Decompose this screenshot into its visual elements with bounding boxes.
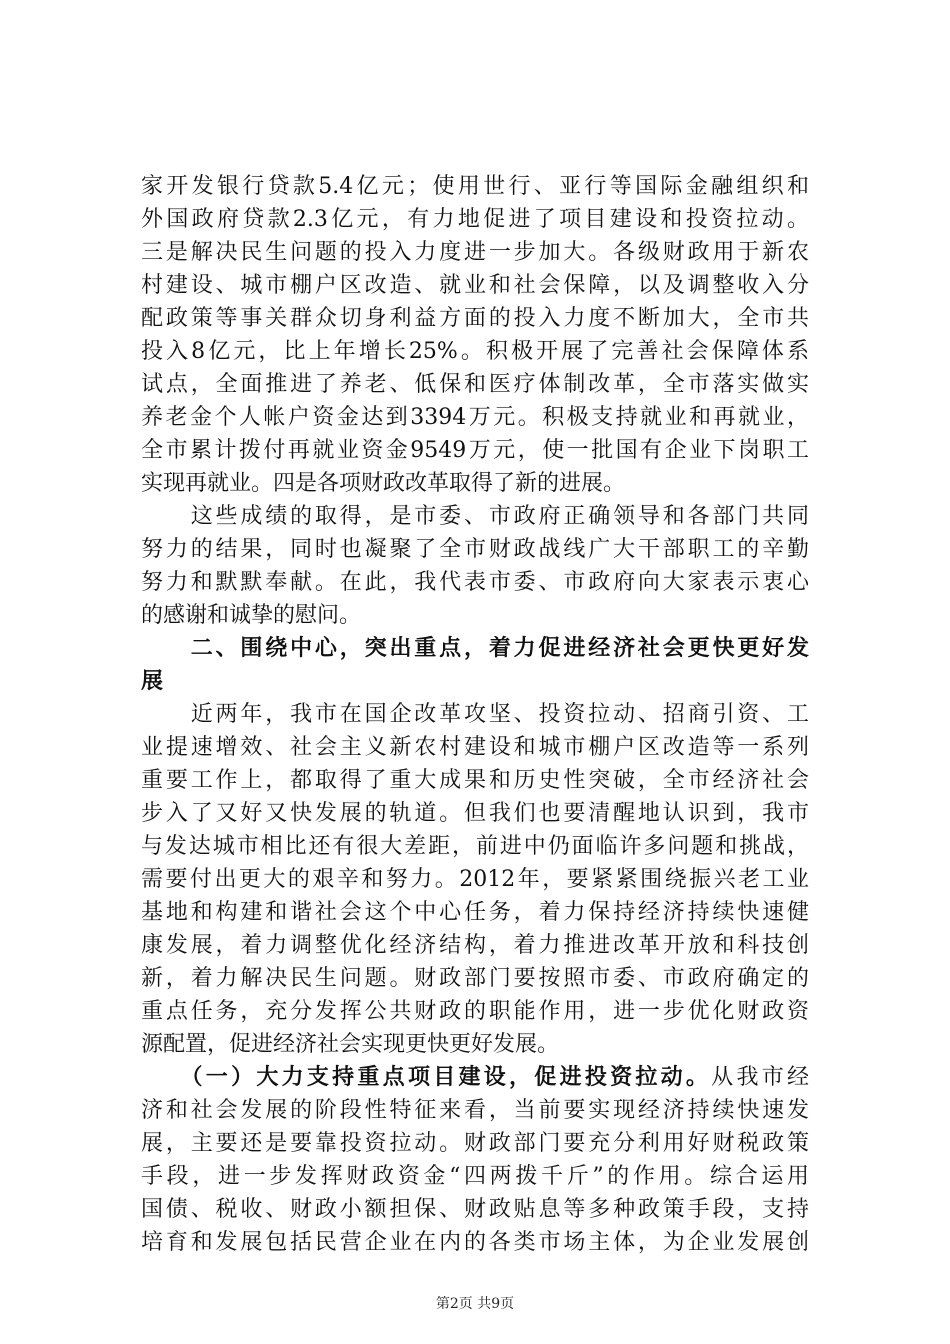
- text-line: 实现再就业。四是各项财政改革取得了新的进展。: [141, 471, 626, 496]
- text-line: 源配置，促进经济社会实现更快更好发展。: [141, 1032, 560, 1057]
- section-heading-line: 展: [141, 669, 164, 694]
- text-line: 展，主要还是要靠投资拉动。财政部门要充分利用好财税政策: [141, 1131, 809, 1156]
- section-heading-line: 二、围绕中心，突出重点，着力促进经济社会更快更好发: [141, 636, 809, 661]
- text-line: 需要付出更大的艰辛和努力。2012年，要紧紧围绕振兴老工业: [141, 867, 809, 892]
- text-line: 三是解决民生问题的投入力度进一步加大。各级财政用于新农: [141, 240, 809, 265]
- tail-text-block: [141, 1094, 809, 1259]
- text-line: 村建设、城市棚户区改造、就业和社会保障，以及调整收入分: [141, 273, 809, 298]
- text-line: 新，着力解决民生问题。财政部门要按照市委、市政府确定的: [141, 966, 809, 991]
- text-line: 外国政府贷款2.3亿元，有力地促进了项目建设和投资拉动。: [141, 207, 809, 232]
- subsection-line: [141, 1061, 809, 1094]
- text-line: 步入了又好又快发展的轨道。但我们也要清醒地认识到，我市: [141, 801, 809, 826]
- text-line: 与发达城市相比还有很大差距，前进中仍面临许多问题和挑战，: [141, 834, 809, 859]
- text-line: 全市累计拨付再就业资金9549万元，使一批国有企业下岗职工: [141, 438, 809, 463]
- text-line: 配政策等事关群众切身利益方面的投入力度不断加大，全市共: [141, 306, 809, 331]
- page-footer: [0, 1294, 950, 1314]
- text-line: 重要工作上，都取得了重大成果和历史性突破，全市经济社会: [141, 768, 809, 793]
- subsection-heading: （一）大力支持重点项目建设，促进投资拉动。: [141, 1065, 712, 1090]
- document-body: [141, 170, 809, 1259]
- text-line: 国债、税收、财政小额担保、财政贴息等多种政策手段，支持: [141, 1197, 809, 1222]
- text-line: 业提速增效、社会主义新农村建设和城市棚户区改造等一系列: [141, 735, 809, 760]
- text-line: 重点任务，充分发挥公共财政的职能作用，进一步优化财政资: [141, 999, 809, 1024]
- text-line: 济和社会发展的阶段性特征来看，当前要实现经济持续快速发: [141, 1098, 809, 1123]
- subsection-continuation: 从我市经: [711, 1065, 809, 1090]
- text-line: 努力和默默奉献。在此，我代表市委、市政府向大家表示衷心: [141, 570, 809, 595]
- text-line: 近两年，我市在国企改革攻坚、投资拉动、招商引资、工: [141, 702, 809, 727]
- body-text-block: [141, 170, 809, 1061]
- text-line: 投入8亿元，比上年增长25%。积极开展了完善社会保障体系: [141, 339, 809, 364]
- text-line: 康发展，着力调整优化经济结构，着力推进改革开放和科技创: [141, 933, 809, 958]
- text-line: 的感谢和诚挚的慰问。: [141, 603, 362, 628]
- text-line: 养老金个人帐户资金达到3394万元。积极支持就业和再就业，: [141, 405, 809, 430]
- page-number: 第2页 共9页: [435, 1296, 515, 1312]
- text-line: 手段，进一步发挥财政资金“四两拨千斤”的作用。综合运用: [141, 1164, 809, 1189]
- text-line: 家开发银行贷款5.4亿元；使用世行、亚行等国际金融组织和: [141, 174, 809, 199]
- text-line: 试点，全面推进了养老、低保和医疗体制改革，全市落实做实: [141, 372, 809, 397]
- text-line: 这些成绩的取得，是市委、市政府正确领导和各部门共同: [141, 504, 809, 529]
- text-line: 基地和构建和谐社会这个中心任务，着力保持经济持续快速健: [141, 900, 809, 925]
- text-line: 努力的结果，同时也凝聚了全市财政战线广大干部职工的辛勤: [141, 537, 809, 562]
- text-line: 培育和发展包括民营企业在内的各类市场主体，为企业发展创: [141, 1230, 809, 1255]
